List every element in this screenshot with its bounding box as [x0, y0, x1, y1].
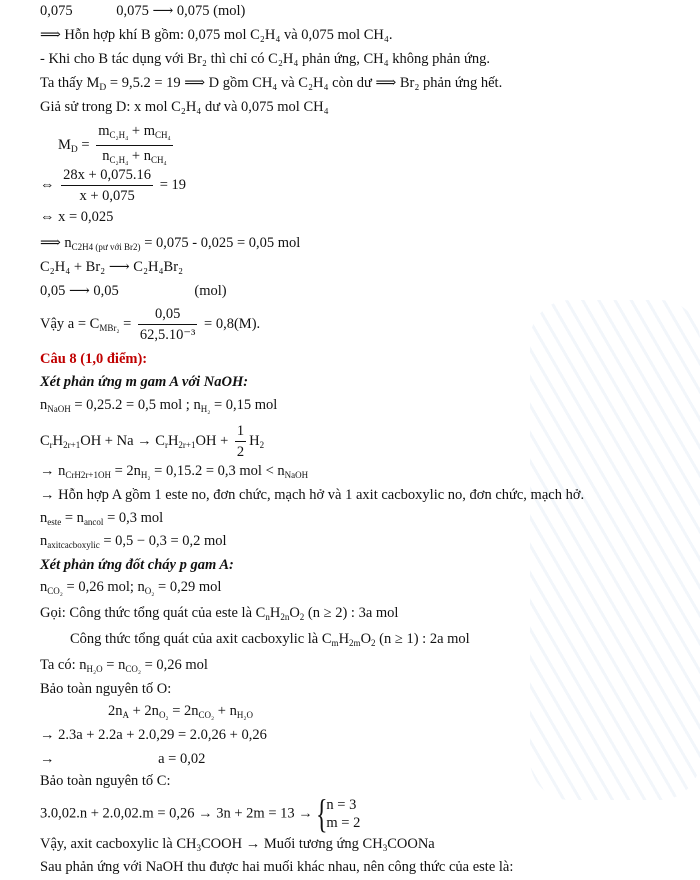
line-reaction-na: $C_rH_{2r+1}OH + Na \to C_rH_{2r+1}OH$ + $\frac{1}{2}$ $H_2$	[40, 423, 265, 460]
fraction: $\frac{m_{C_2H_4} + m_{CH_4}}{n_{C_2H_4} + n_{CH_4}}$	[98, 123, 171, 165]
section-heading-combustion: Xét phản ứng đốt cháy p gam A:	[40, 557, 234, 573]
line-a-value	[40, 750, 205, 768]
text: 0,075	[40, 3, 73, 19]
line-conservation-o: Bảo toàn nguyên tố O:	[40, 681, 172, 697]
text: 3.0,02.n + 2.0,02.m = 0,26 → 3n + 2m = 13 →	[40, 805, 313, 822]
line-o-balance: $2n_A + 2n_{O_2} = 2n_{CO_2} + n_{H_2O}$	[108, 703, 253, 720]
text: 0,05 ⟶ 0,05	[40, 283, 119, 299]
text: (mol)	[194, 283, 227, 299]
brace-icon: {	[316, 791, 328, 836]
line-assume: Giả sử trong D: x mol C₂H₄ dư và 0,075 mol CH₄	[40, 99, 329, 115]
line-acid-conclusion: Vậy, axit cacboxylic là $CH_3COOH$ → Muối tương ứng $CH_3COONa$	[40, 836, 435, 853]
line-o-substitute: → 2.3a + 2.2a + 2.0,29 = 2.0,26 + 0,26	[40, 727, 267, 743]
question-heading: Câu 8 (1,0 điểm):	[40, 351, 148, 367]
numerator: 1	[235, 422, 246, 442]
line-concentration: Vậy $a = C_{MBr_2}$ = $\frac{0,05}{\text{62,5.10⁻³}}$ = 0,8(M).	[40, 306, 261, 343]
section-heading-naoh: Xét phản ứng m gam A với NaOH:	[40, 374, 249, 390]
text: n = 3	[326, 797, 357, 813]
denominator: 2	[236, 444, 245, 460]
line-n-co2: $n_{CO_2} = 0,26$ mol; $n_{O_2} = 0,29$ mol	[40, 579, 222, 596]
line-n-acid: $n_{axitcacboxylic} = 0,5 - 0,3 = 0,2$ mol	[40, 533, 227, 550]
equation-solve	[40, 166, 186, 205]
text: = 0,8(M).	[204, 315, 261, 332]
line-md: Ta thấy $M_D = 9,5.2 = 19$ ⟹ D gồm CH₄ và C₂H₄ còn dư ⟹ Br₂ phản ứng hết.	[40, 75, 503, 93]
line-ester-formula: Gọi: Công thức tổng quát của este là $C_nH_{2n}O_2$ (n ≥ 2) : 3a mol	[40, 605, 399, 622]
line-b-br2: - Khi cho B tác dụng với Br₂ thì chỉ có C₂H₄ phản ứng, CH₄ không phản ứng.	[40, 51, 490, 67]
system-brace	[316, 791, 361, 836]
denominator: 62,5.10⁻³	[139, 327, 196, 343]
line-c-balance	[40, 791, 361, 836]
line-mixture-a: → Hỗn hợp A gồm 1 este no, đơn chức, mạch hở và 1 axit cacboxylic no, đơn chức, mạch hở.	[40, 487, 585, 503]
text: →	[40, 751, 55, 767]
text: a = 0,02	[158, 751, 206, 767]
line-reaction: C₂H₄ + Br₂ ⟶ C₂H₄Br₂	[40, 259, 184, 275]
fraction	[235, 422, 246, 461]
text: = 19	[159, 176, 186, 193]
watermark	[530, 300, 700, 800]
text: 0,075 ⟶ 0,075 (mol)	[116, 3, 246, 19]
line-conservation-c: Bảo toàn nguyên tố C:	[40, 773, 171, 789]
line-mol-ratio	[40, 2, 245, 20]
line-x: ⇔ x = 0,025	[40, 209, 114, 225]
denominator: x + 0,075	[79, 188, 135, 204]
line-mol-ratio-2	[40, 282, 227, 300]
line-ester-conclusion: Sau phản ứng với NaOH thu được hai muối khác nhau, nên công thức của este là:	[40, 859, 514, 875]
text: m = 2	[326, 815, 361, 831]
line-h2o: Ta có: $n_{H_2O} = n_{CO_2} = 0,26$ mol	[40, 657, 208, 674]
fraction	[138, 305, 198, 344]
numerator: 0,05	[138, 305, 198, 325]
line-n-c2h4: ⟹ $n_{C2H4 (pư với Br2)} = 0,075 - 0,025 = 0,05$ mol	[40, 235, 301, 252]
line-b-mixture: ⟹ Hỗn hợp khí B gồm: 0,075 mol C₂H₄ và 0,075 mol CH₄.	[40, 27, 393, 43]
line-n-alcohol: → $n_{CrH2r+1OH} = 2n_{H_2} = 0,15.2 = 0,3$ mol < $n_{NaOH}$	[40, 463, 309, 480]
equation-md: $M_D$ = $\frac{m_{C_2H_4} + m_{CH_4}}{n_{C_2H_4} + n_{CH_4}}$	[58, 122, 176, 169]
line-acid-formula: Công thức tổng quát của axit cacboxylic là $C_mH_{2m}O_2$ (n ≥ 1) : 2a mol	[70, 631, 470, 648]
line-n-ester: $n_{este} = n_{ancol} = 0,3$ mol	[40, 510, 164, 527]
numerator: 28x + 0,075.16	[61, 166, 153, 186]
fraction	[61, 166, 153, 205]
text: ⇔	[40, 176, 55, 193]
line-n-naoh: $n_{NaOH} = 0,25.2 = 0,5$ mol ; $n_{H_2} = 0,15$ mol	[40, 397, 278, 414]
